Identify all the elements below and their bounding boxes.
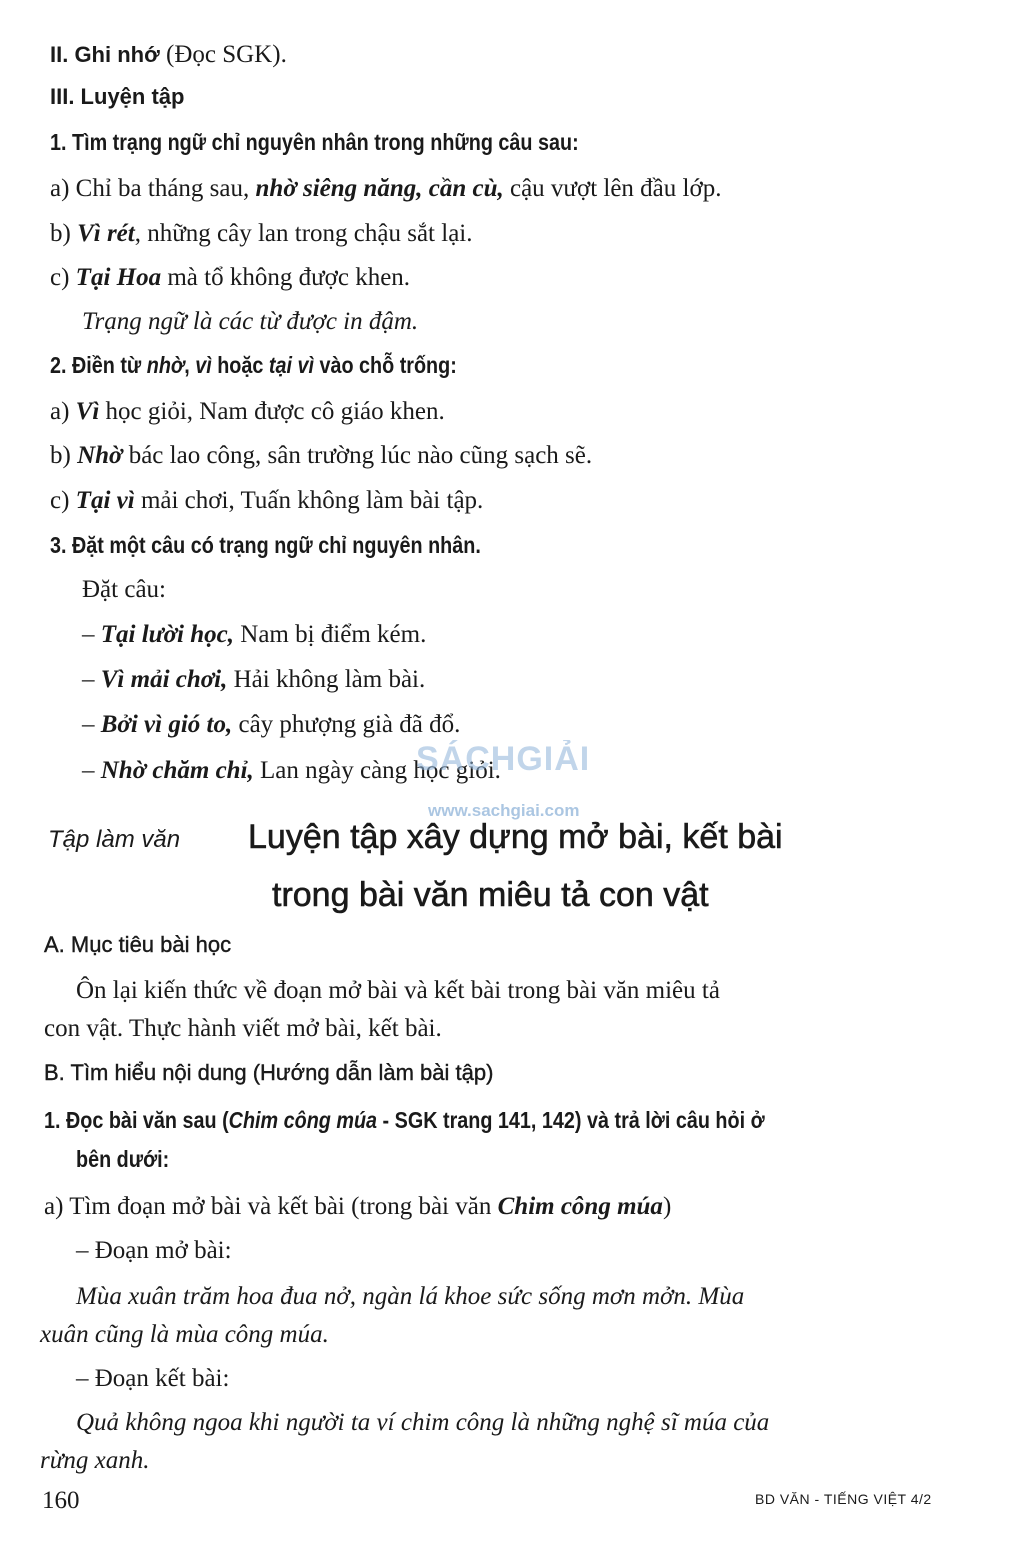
watermark-logo: SÁCHGIẢI	[416, 740, 591, 778]
exercise-2-answer-b: b) Nhờ bác lao công, sân trường lúc nào cũng sạch sẽ.	[50, 442, 593, 469]
exercise-3-lead: Đặt câu:	[82, 576, 166, 603]
page-number: 160	[42, 1487, 80, 1514]
exercise-2-answer-a: a) Vì học giỏi, Nam được cô giáo khen.	[50, 398, 445, 425]
exercise-1-answer-a: a) Chỉ ba tháng sau, nhờ siêng năng, cần cù, cậu vượt lên đầu lớp.	[50, 175, 722, 202]
list-item: – Vì mải chơi, Hải không làm bài.	[82, 666, 426, 693]
lesson-title-line-2: trong bài văn miêu tả con vật	[272, 876, 709, 914]
exercise-1-answer-b: b) Vì rét, những cây lan trong chậu sắt lại.	[50, 220, 473, 247]
opening-label: – Đoạn mở bài:	[76, 1237, 232, 1264]
luyen-tap-heading: III. Luyện tập	[50, 84, 185, 109]
exercise-3-question: 3. Đặt một câu có trạng ngữ chỉ nguyên nhân.	[50, 532, 481, 558]
exercise-2-answer-c: c) Tại vì mải chơi, Tuấn không làm bài tập.	[50, 487, 484, 514]
part-b-heading: B. Tìm hiểu nội dung (Hướng dẫn làm bài tập)	[44, 1060, 494, 1085]
part-b-question-1: 1. Đọc bài văn sau (Chim công múa - SGK trang 141, 142) và trả lời câu hỏi ở	[44, 1107, 765, 1133]
closing-text-line-2: rừng xanh.	[40, 1447, 150, 1474]
closing-text-line-1: Quả không ngoa khi người ta ví chim công là những nghệ sĩ múa của	[76, 1409, 770, 1436]
list-item: – Nhờ chăm chỉ, Lan ngày càng học giỏi.	[82, 757, 501, 784]
opening-text-line-2: xuân cũng là mùa công múa.	[40, 1321, 329, 1348]
book-title: BD VĂN - TIẾNG VIỆT 4/2	[755, 1491, 932, 1507]
ghi-nho-heading: II. Ghi nhớ (Đọc SGK).	[50, 41, 287, 68]
lesson-section-label: Tập làm văn	[48, 826, 181, 853]
list-item: – Bởi vì gió to, cây phượng già đã đổ.	[82, 711, 461, 738]
watermark-url: www.sachgiai.com	[428, 801, 580, 820]
closing-label: – Đoạn kết bài:	[76, 1365, 230, 1392]
part-a-line-1: Ôn lại kiến thức về đoạn mở bài và kết bài trong bài văn miêu tả	[76, 977, 720, 1004]
exercise-2-question: 2. Điền từ nhờ, vì hoặc tại vì vào chỗ trống:	[50, 352, 457, 378]
lesson-title-line-1: Luyện tập xây dựng mở bài, kết bài	[248, 818, 783, 856]
part-b-answer-a: a) Tìm đoạn mở bài và kết bài (trong bài văn Chim công múa)	[44, 1193, 672, 1220]
exercise-1-answer-c: c) Tại Hoa mà tổ không được khen.	[50, 264, 411, 291]
exercise-1-note: Trạng ngữ là các từ được in đậm.	[82, 308, 419, 335]
part-a-heading: A. Mục tiêu bài học	[44, 932, 232, 957]
part-a-line-2: con vật. Thực hành viết mở bài, kết bài.	[44, 1015, 442, 1042]
part-b-question-1-cont: bên dưới:	[76, 1146, 170, 1172]
opening-text-line-1: Mùa xuân trăm hoa đua nở, ngàn lá khoe sức sống mơn mởn. Mùa	[76, 1283, 745, 1310]
exercise-1-question: 1. Tìm trạng ngữ chỉ nguyên nhân trong những câu sau:	[50, 129, 579, 155]
list-item: – Tại lười học, Nam bị điểm kém.	[82, 621, 427, 648]
